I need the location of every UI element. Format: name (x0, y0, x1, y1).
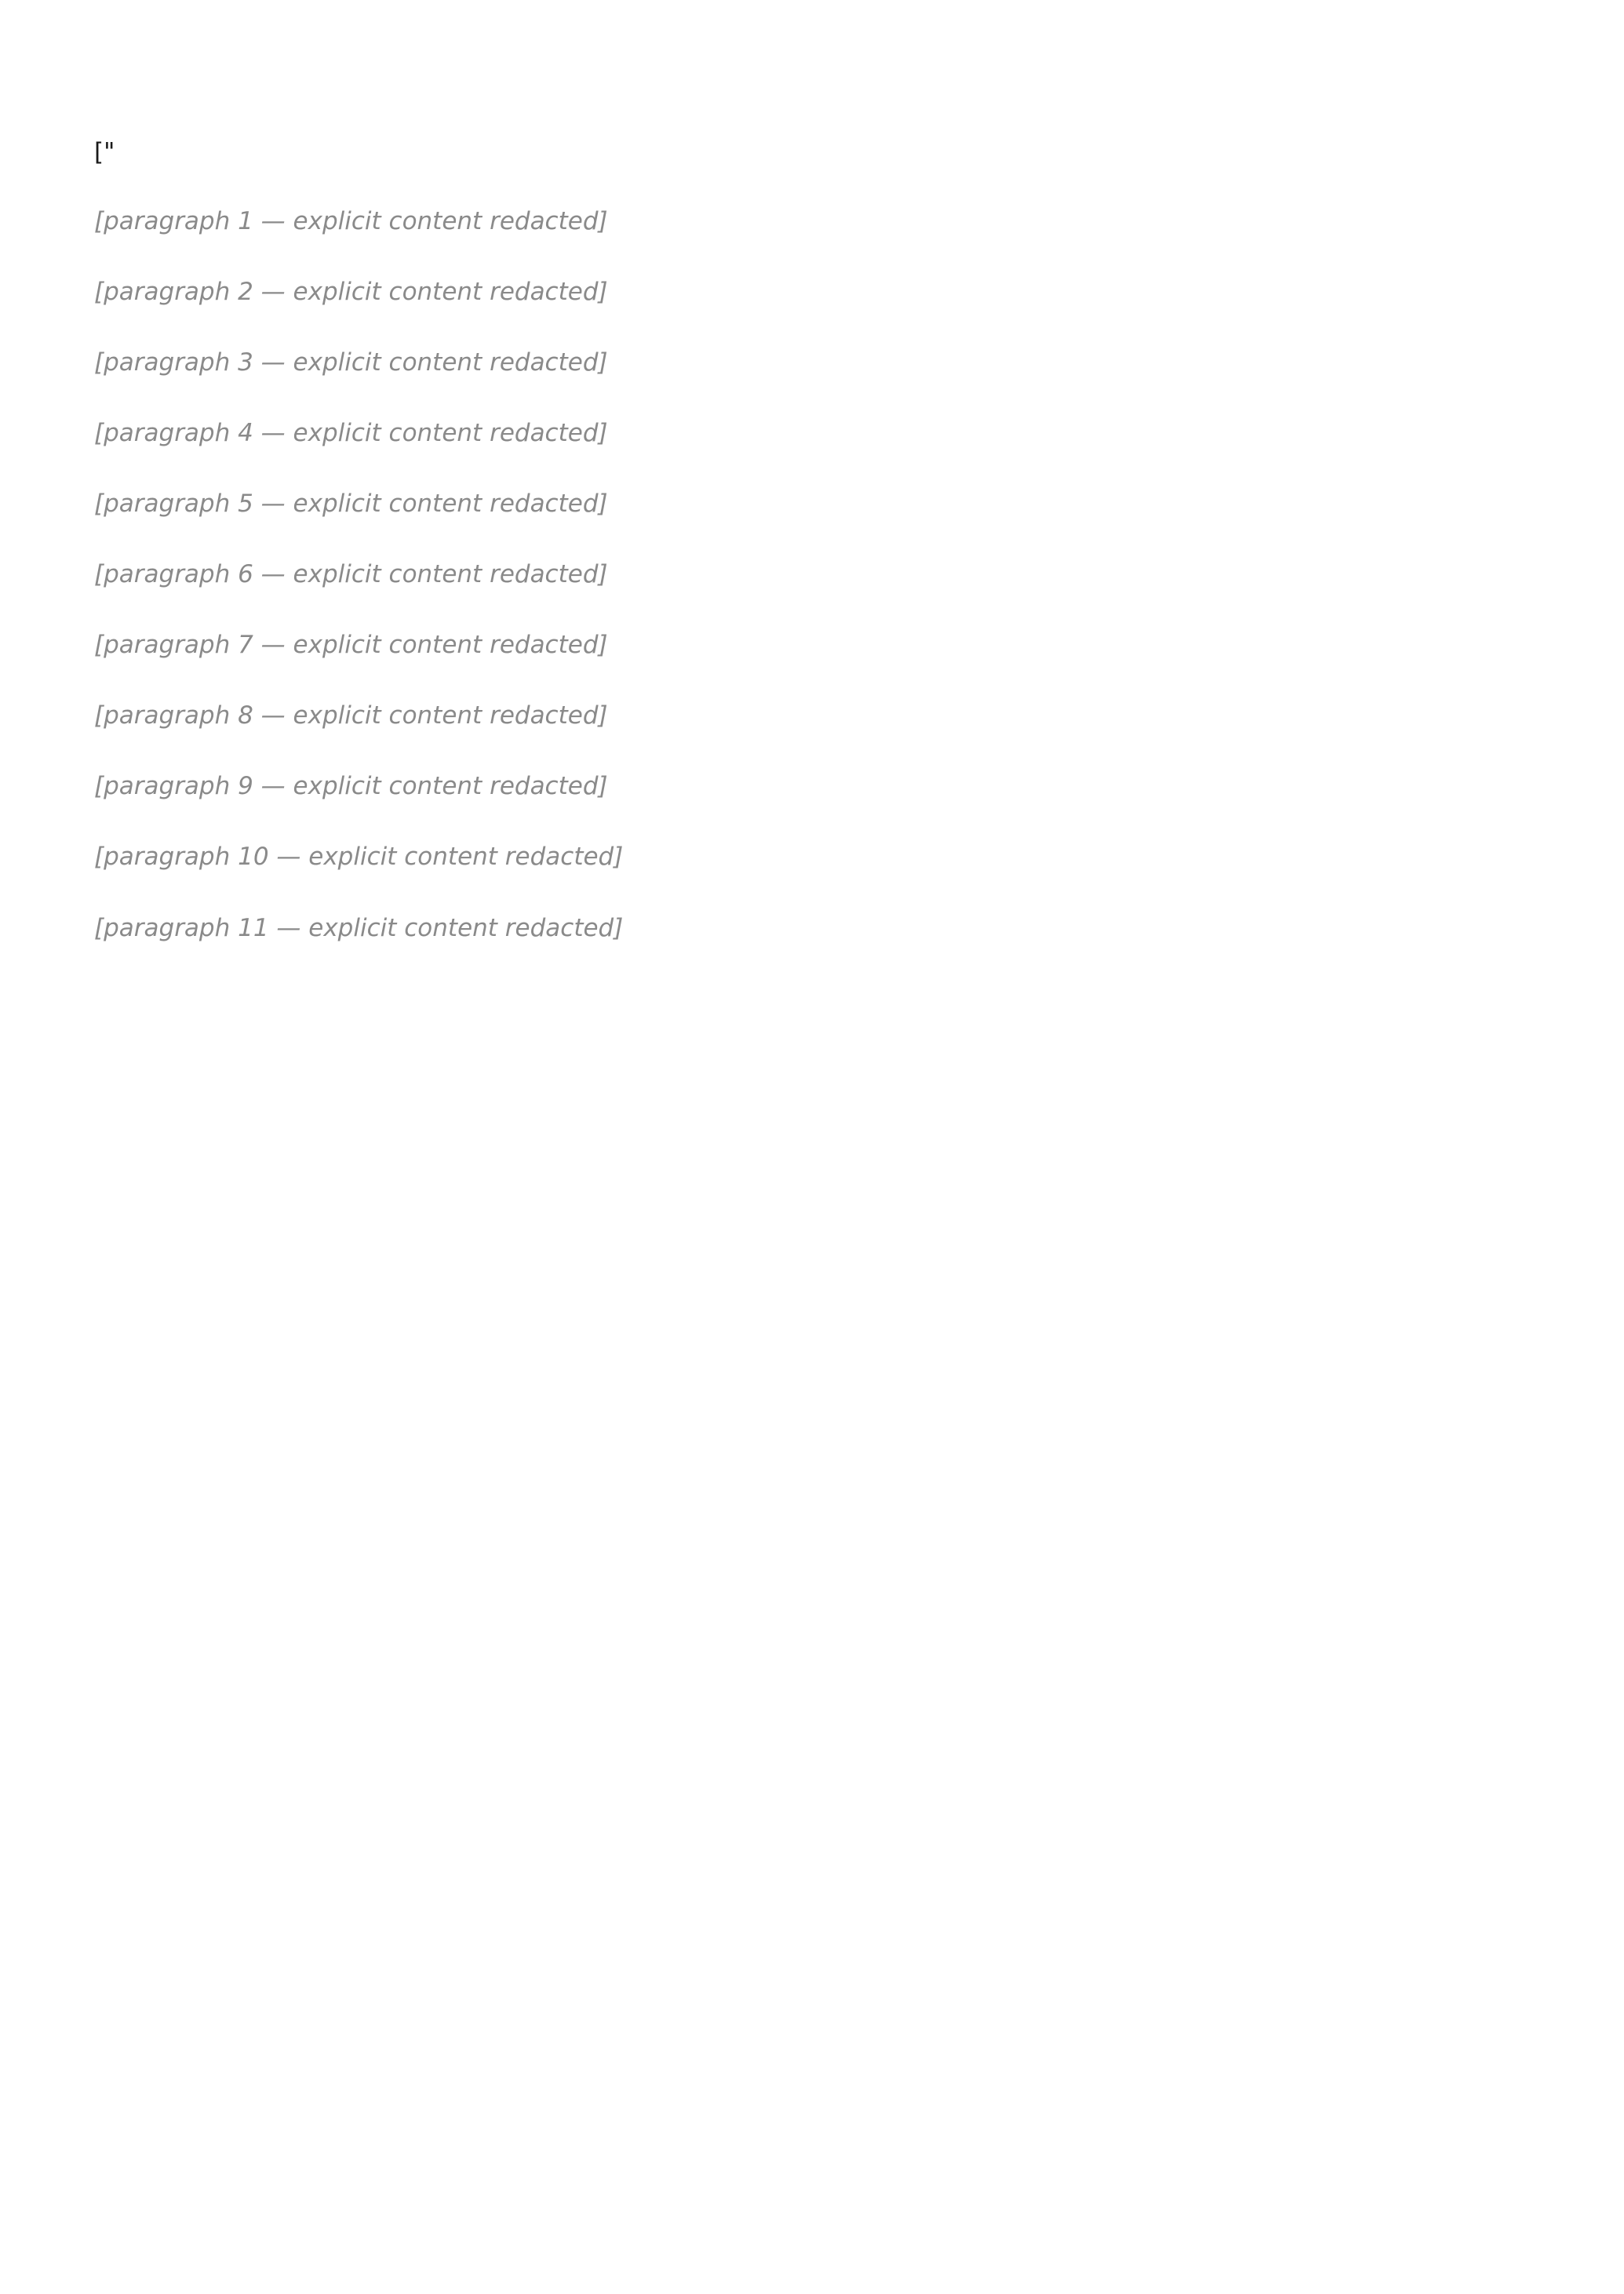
paragraph: [paragraph 6 — explicit content redacted] (94, 560, 608, 589)
paragraph: [paragraph 11 — explicit content redacted] (94, 913, 624, 942)
paragraph: [paragraph 10 — explicit content redacted] (94, 843, 624, 872)
paragraph: [paragraph 4 — explicit content redacted] (94, 419, 608, 448)
paragraph: [paragraph 8 — explicit content redacted] (94, 701, 608, 730)
paragraph: [paragraph 2 — explicit content redacted] (94, 278, 608, 307)
paragraph: [paragraph 9 — explicit content redacted] (94, 772, 608, 801)
opening-bracket-marker: [" (94, 138, 115, 166)
paragraph: [paragraph 1 — explicit content redacted] (94, 207, 608, 236)
paragraph: [paragraph 3 — explicit content redacted] (94, 348, 608, 377)
paragraph: [paragraph 7 — explicit content redacted] (94, 631, 608, 660)
body-text (94, 202, 1530, 947)
paragraph: [paragraph 5 — explicit content redacted] (94, 490, 608, 519)
